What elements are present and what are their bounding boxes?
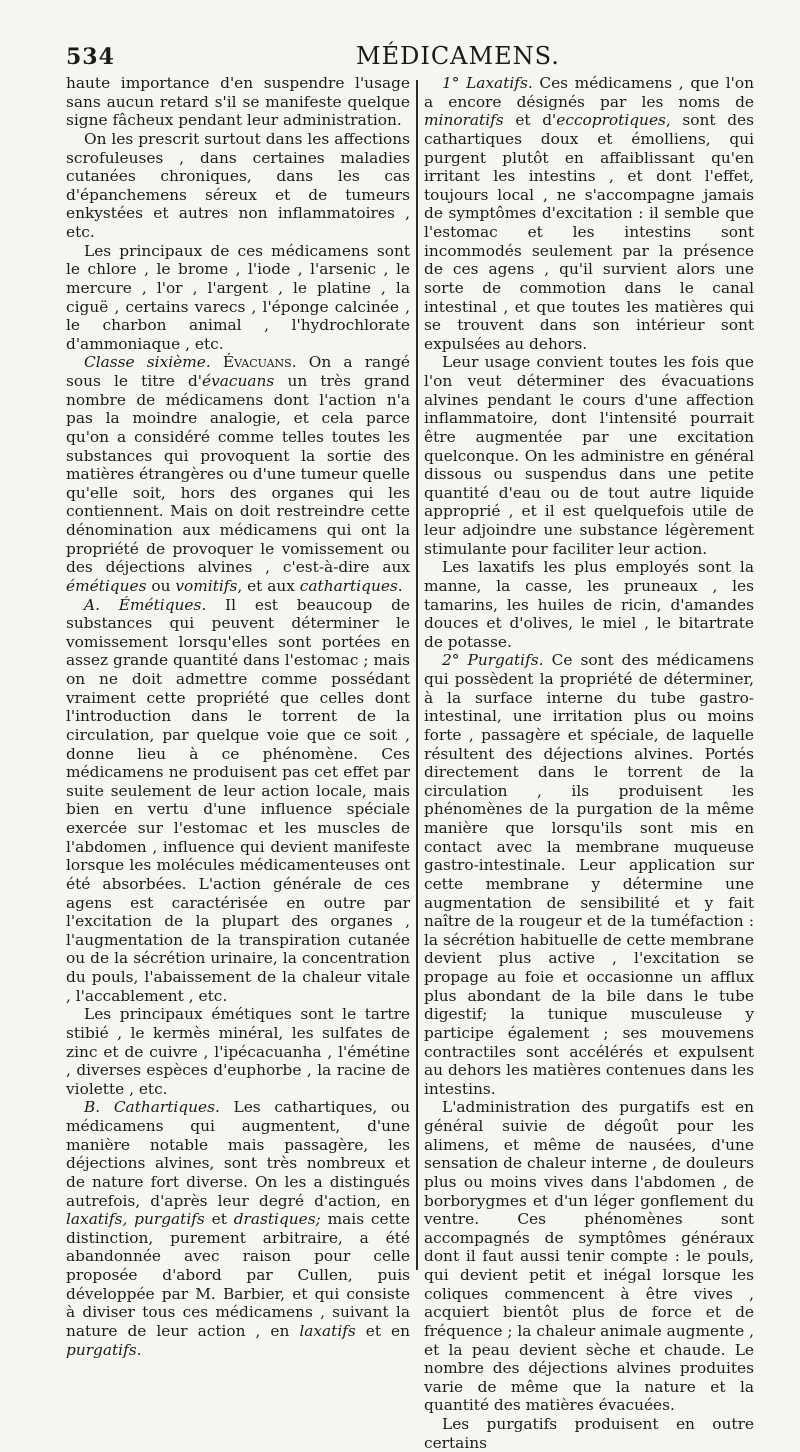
paragraph: Les purgatifs produisent en outre certains	[424, 1415, 754, 1452]
text-run: Il est beaucoup de substances qui peuvent déterminer le vomissement lorsqu'elles sont portées en assez grande quantité dans l'estomac ; mais on ne doit admettre comme possédant vraiment cette propriété que celles dont l'introduction dans le torrent de la circulation, par quelque voie que ce soit , donne lieu à ce phénomène. Ces médicamens ne produisent pas cet effet par suite seulement de leur action locale, mais bien en vertu d'une influence spéciale exercée sur l'estomac et les muscles de l'abdomen , influence qui devient manifeste lorsque les molécules médicamenteuses ont été absorbées. L'action générale de ces agens est caractérisée en outre par l'excitation de la plupart des organes , l'augmentation de la transpiration cutanée ou de la sécrétion urinaire, la concentration du pouls, l'abaissement de la chaleur vitale , l'accablement , etc.	[66, 595, 411, 1005]
text-run: mais cette distinction, purement arbitraire, a été abandonnée avec raison pour celle proposée d'abord par Cullen, puis développée par M. Barbier, et qui consiste à diviser tous ces médicamens , suivant la nature de leur action , en	[66, 1210, 410, 1340]
italic-term: drastiques;	[233, 1210, 321, 1229]
section-label: 2° Purgatifs.	[442, 651, 544, 670]
paragraph-cathartiques	[66, 1098, 410, 1359]
section-label: B. Cathartiques.	[84, 1098, 220, 1117]
paragraph: Leur usage convient toutes les fois que l'on veut déterminer des évacuations alvines pendant le cours d'une affection inflammatoire, dont l'intensité pourrait être augmentée par une excitation quelconque. On les administre en général dissous ou suspendus dans une petite quantité d'eau ou de tout autre liquide approprié , et il est quelquefois utile de leur adjoindre une substance légèrement stimulante pour faciliter leur action.	[424, 353, 754, 558]
text-run: et	[204, 1210, 234, 1229]
italic-term: émétiques	[66, 576, 147, 595]
text-run: et d'	[503, 111, 557, 130]
text-run: Ce sont des médicamens qui possèdent la propriété de déterminer, à la surface interne du tube gastro-intestinal, une irritation plus ou moins forte , passagère et spéciale, de laquelle résultent des déjections alvines. Portés directement dans le torrent de la circulation , ils produisent les phénomènes de la purgation de la même manière que lorsqu'ils sont mis en contact avec la membrane muqueuse gastro-intestinale. Leur application sur cette membrane y détermine une augmentation de sensibilité et y fait naître de la rougeur et de la tuméfaction : la sécrétion habituelle de cette membrane devient plus active , l'excitation se propage au foie et occasionne un afflux plus abondant de la bile dans le tube digestif; la tunique musculeuse y participe également ; ses mouvemens contractiles sont accélérés et expulsent au dehors les matières contenues dans les intestins.	[424, 651, 754, 1098]
column-divider	[416, 80, 418, 1270]
text-run: un très grand nombre de médicamens dont l'action n'a pas la moindre analogie, et cela parce qu'on a considéré comme telles toutes les substances qui provoquent la sortie des matières étrangères ou d'une tumeur quelle qu'elle soit, hors des organes qui les contiennent. Mais on doit restreindre cette dénomination aux médicamens qui ont la propriété de provoquer le vomissement ou des déjections alvines , c'est-à-dire aux	[66, 372, 410, 577]
paragraph-emetiques	[66, 596, 410, 1006]
page-header	[66, 40, 756, 72]
paragraph-laxatifs	[424, 74, 754, 353]
paragraph: Les principaux de ces médicamens sont le chlore , le brome , l'iode , l'arsenic , le mercure , l'or , l'argent , le platine , la ciguë , certains varecs , l'éponge calcinée , le charbon animal , l'hydrochlorate d'ammoniaque , etc.	[66, 241, 410, 353]
text-run: On a rangé sous le titre d'	[66, 353, 410, 390]
text-run: .	[136, 1340, 142, 1359]
text-run: Ces médicamens , que l'on a encore désignés par les noms de	[424, 74, 754, 111]
paragraph: haute importance d'en suspendre l'usage sans aucun retard s'il se manifeste quelque signe fâcheux pendant leur administration.	[66, 74, 410, 130]
italic-term: eccoprotiques	[556, 111, 666, 130]
text-run: ou	[146, 576, 176, 595]
paragraph-purgatifs	[424, 651, 754, 1098]
italic-term: cathartiques	[299, 576, 398, 595]
paragraph: L'administration des purgatifs est en général suivie de dégoût pour les alimens, et même de nausées, d'une sensation de chaleur interne , de douleurs plus ou moins vives dans l'abdomen , de borborygmes et d'un léger gonflement du ventre. Ces phénomènes sont accompagnés de symptômes généraux dont il faut aussi tenir compte : le pouls, qui devient petit et inégal lorsque les coliques commencent à être vives , acquiert bientôt plus de force et de fréquence ; la chaleur animale augmente , et la peau devient sèche et chaude. Le nombre des déjections alvines produites varie de même que la nature et la quantité des matières évacuées.	[424, 1098, 754, 1415]
paragraph: Les principaux émétiques sont le tartre stibié , le kermès minéral, les sulfates de zinc et de cuivre , l'ipécacuanha , l'émétine , diverses espèces d'euphorbe , la racine de violette , etc.	[66, 1005, 410, 1098]
text-run: .	[397, 576, 403, 595]
section-label: A. Émétiques.	[84, 595, 207, 614]
section-label: 1° Laxatifs.	[442, 74, 533, 92]
right-column	[424, 74, 754, 1452]
left-column	[66, 74, 410, 1359]
section-label: Classe sixième.	[84, 353, 211, 372]
page-number: 534	[66, 44, 115, 70]
italic-term: minoratifs	[424, 111, 504, 130]
paragraph: On les prescrit surtout dans les affections scrofuleuses , dans certaines maladies cutanées chroniques, dans les cas d'épanchemens séreux et de tumeurs enkystées et autres non inflammatoires , etc.	[66, 129, 410, 241]
italic-term: évacuans	[202, 372, 275, 390]
italic-term: vomitifs	[175, 576, 238, 595]
paragraph-classe-sixieme	[66, 353, 410, 595]
text-run: , sont des cathartiques doux et émolliens, qui purgent plutôt en affaiblissant qu'en irritant les intestins , et dont l'effet, toujours local , ne s'accompagne jamais de symptômes d'excitation : il semble que l'estomac et les intestins sont incommodés seulement par la présence de ces agens , qu'il survient alors une sorte de commotion dans le canal intestinal , et que toutes les matières qui se trouvent dans son intérieur sont expulsées au dehors.	[424, 111, 754, 353]
paragraph: Les laxatifs les plus employés sont la manne, la casse, les pruneaux , les tamarins, les huiles de ricin, d'amandes douces et d'olives, le miel , le bitartrate de potasse.	[424, 558, 754, 651]
text-run: et en	[355, 1321, 411, 1340]
text-run: Les cathartiques, ou médicamens qui augmentent, d'une manière notable mais passagère, les déjections alvines, sont très nombreux et de nature fort diverse. On les a distingués autrefois, d'après leur degré d'action, en	[66, 1098, 411, 1210]
italic-term: purgatifs	[66, 1340, 137, 1359]
text-run: , et aux	[237, 576, 300, 595]
section-title: Évacuans.	[222, 353, 297, 372]
italic-term: laxatifs, purgatifs	[66, 1210, 205, 1229]
italic-term: laxatifs	[299, 1321, 356, 1340]
running-head: MÉDICAMENS.	[356, 42, 560, 70]
